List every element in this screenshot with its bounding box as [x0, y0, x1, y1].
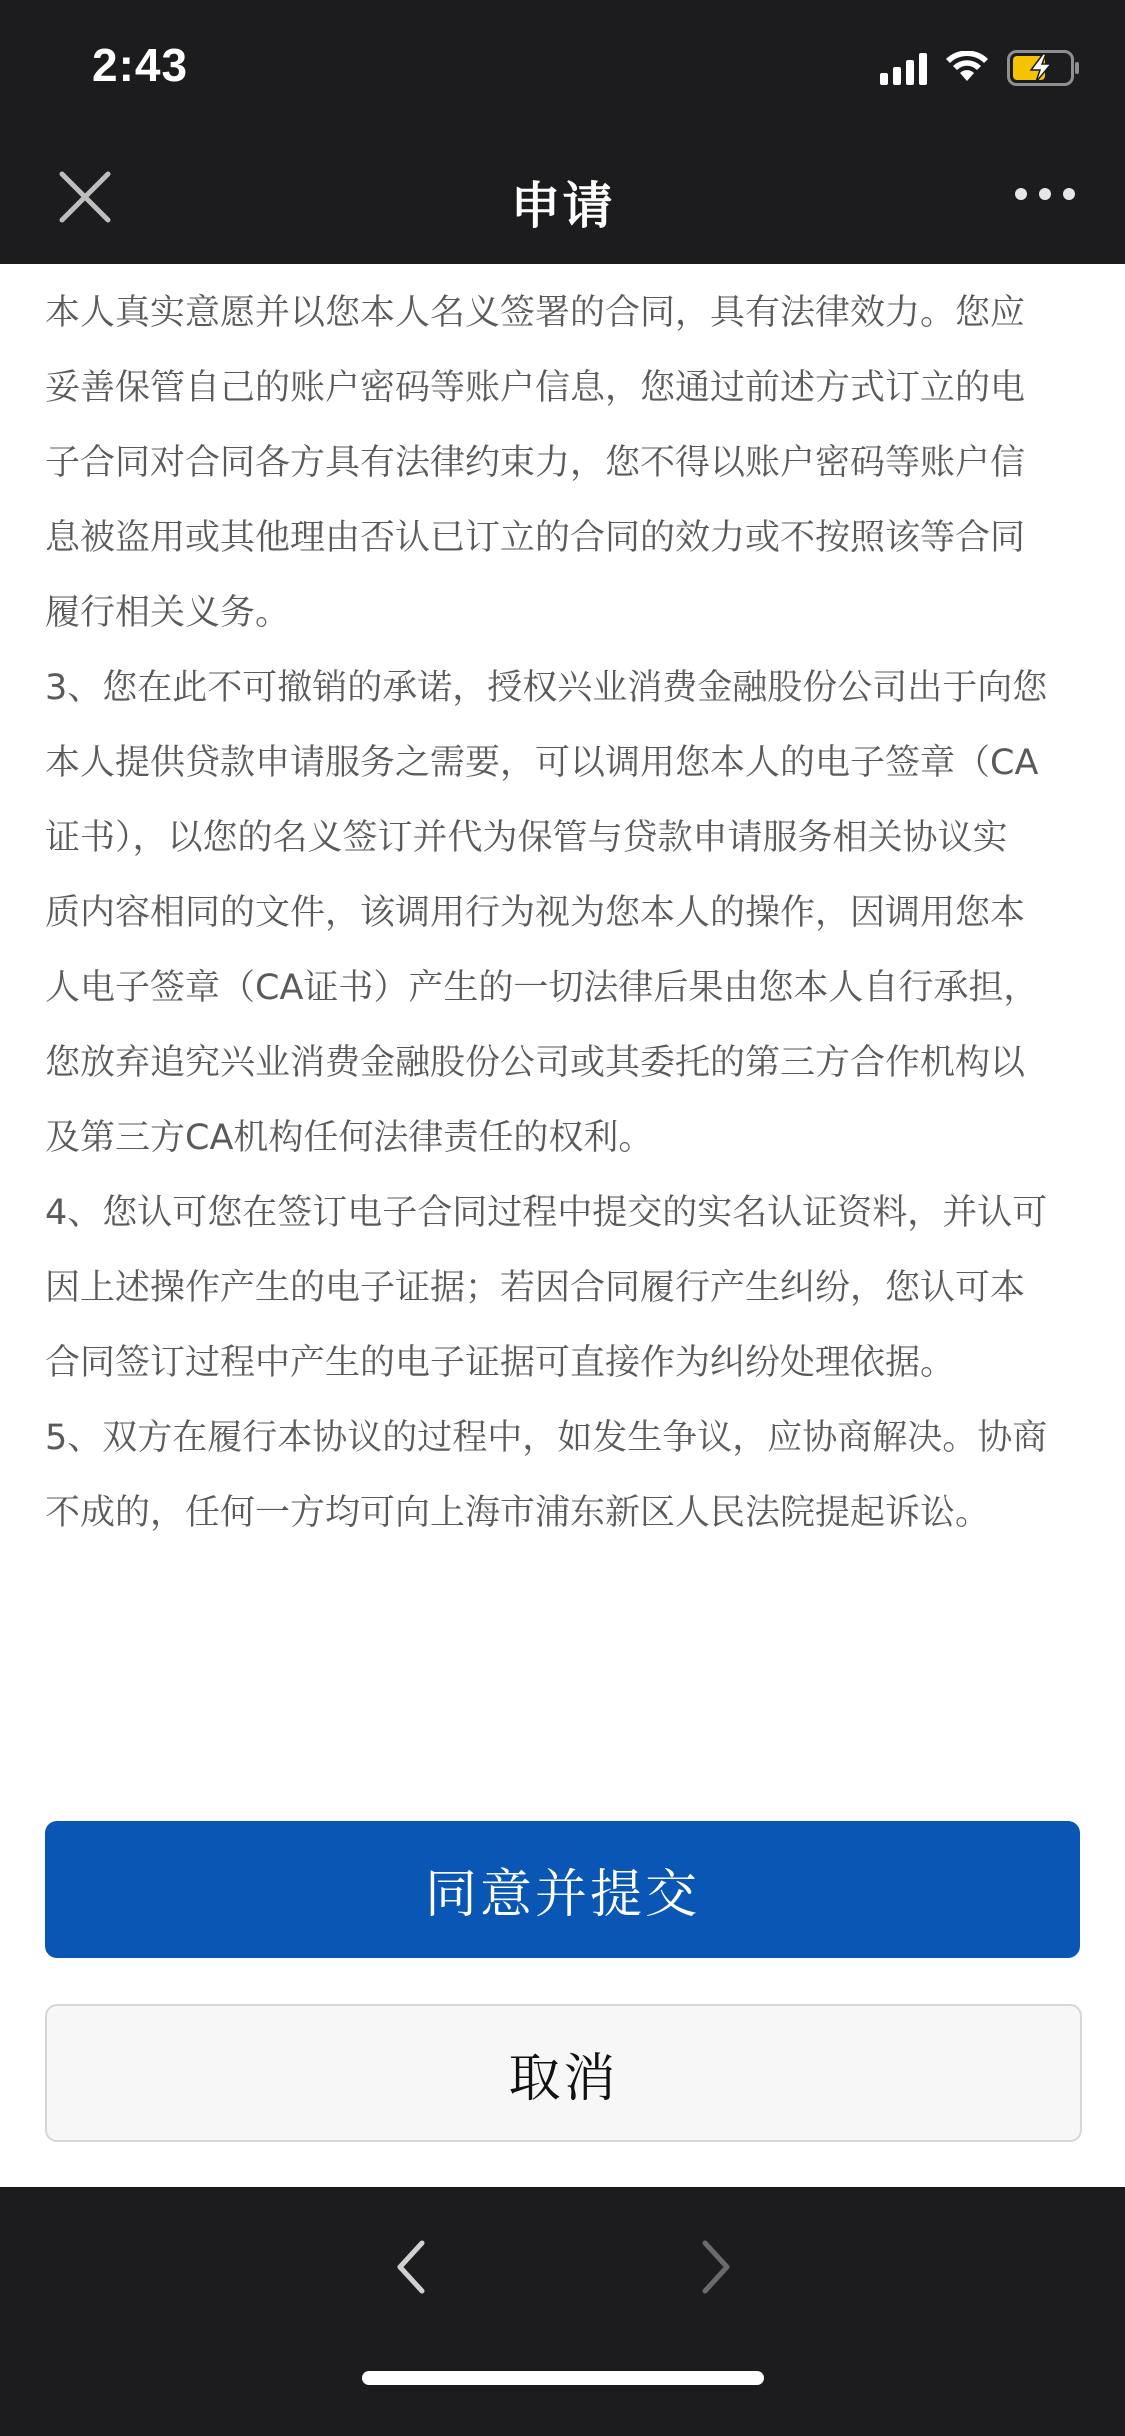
top-bar	[0, 0, 1125, 264]
text-line: 3、您在此不可撤销的承诺，授权兴业消费金融股份公司出于向您	[45, 668, 1048, 708]
more-icon[interactable]	[1015, 188, 1075, 200]
text-line: 息被盗用或其他理由否认已订立的合同的效力或不按照该等合同	[45, 518, 1026, 558]
text-line: 5、双方在履行本协议的过程中，如发生争议，应协商解决。协商	[45, 1418, 1048, 1458]
text-line: 因上述操作产生的电子证据；若因合同履行产生纠纷，您认可本	[45, 1268, 1026, 1308]
chevron-left-icon[interactable]	[392, 2239, 432, 2295]
text-line: 证书），以您的名义签订并代为保管与贷款申请服务相关协议实	[45, 818, 1008, 858]
text-line: 子合同对合同各方具有法律约束力，您不得以账户密码等账户信	[45, 443, 1026, 483]
text-line: 本人提供贷款申请服务之需要，可以调用您本人的电子签章（CA	[45, 743, 1039, 783]
agreement-text	[45, 276, 1085, 1551]
status-icons	[880, 48, 1081, 88]
text-line: 不成的，任何一方均可向上海市浦东新区人民法院提起诉讼。	[45, 1493, 991, 1533]
agree-submit-button[interactable]: 同意并提交	[45, 1821, 1080, 1958]
cancel-button[interactable]: 取消	[45, 2004, 1082, 2142]
text-line: 质内容相同的文件，该调用行为视为您本人的操作，因调用您本	[45, 893, 1026, 933]
text-line: 4、您认可您在签订电子合同过程中提交的实名认证资料，并认可	[45, 1193, 1048, 1233]
bottom-toolbar	[0, 2187, 1125, 2436]
cellular-signal-icon	[880, 51, 927, 85]
wifi-icon	[945, 51, 989, 85]
status-time: 2:43	[92, 39, 189, 91]
battery-charging-icon	[1007, 50, 1081, 86]
text-line: 妥善保管自己的账户密码等账户信息，您通过前述方式订立的电	[45, 368, 1026, 408]
page-title: 申请	[510, 177, 615, 235]
text-line: 您放弃追究兴业消费金融股份公司或其委托的第三方合作机构以	[45, 1043, 1026, 1083]
chevron-right-icon[interactable]	[695, 2239, 735, 2295]
text-line: 人电子签章（CA证书）产生的一切法律后果由您本人自行承担，	[45, 968, 1039, 1008]
text-line: 及第三方CA机构任何法律责任的权利。	[45, 1118, 654, 1158]
text-line: 合同签订过程中产生的电子证据可直接作为纠纷处理依据。	[45, 1343, 956, 1383]
text-line: 履行相关义务。	[45, 593, 291, 633]
text-line: 本人真实意愿并以您本人名义签署的合同，具有法律效力。您应	[45, 293, 1026, 333]
home-indicator[interactable]	[362, 2371, 764, 2385]
